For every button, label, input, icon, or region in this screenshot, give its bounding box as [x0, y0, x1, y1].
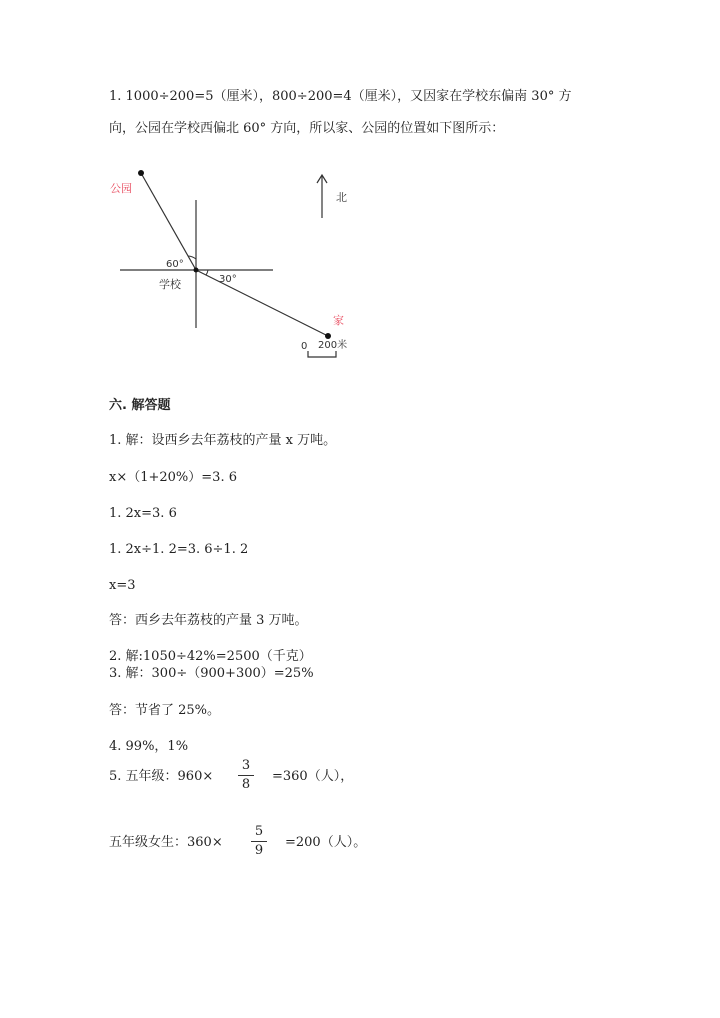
q1-line-5: x=3 [109, 578, 136, 593]
angle-30-label: 30° [219, 274, 237, 285]
q6-fraction-denominator: 9 [254, 843, 264, 858]
q1-line-4: 1. 2x÷1. 2=3. 6÷1. 2 [109, 542, 249, 557]
angle-60-label: 60° [166, 259, 184, 270]
scale-value: 200米 [318, 340, 348, 351]
park-line [141, 173, 196, 270]
park-point [138, 170, 144, 176]
school-point [194, 268, 199, 273]
q1-line-2: x×（1+20%）=3. 6 [109, 470, 237, 485]
q6-prefix: 五年级女生：360× [109, 835, 223, 850]
q1-line-6: 答：西乡去年荔枝的产量 3 万吨。 [109, 613, 308, 628]
q1-line-3: 1. 2x=3. 6 [109, 506, 177, 521]
q5-fraction-denominator: 8 [241, 777, 251, 792]
q5-fraction-numerator: 3 [241, 758, 251, 773]
q2-answer: 2. 解:1050÷42%=2500（千克） [109, 649, 312, 664]
park-label: 公园 [110, 182, 132, 195]
q5-fraction [238, 758, 254, 793]
q6-fraction [251, 824, 267, 859]
q6-suffix: =200（人）。 [285, 835, 367, 850]
q6-fraction-bar [251, 841, 267, 842]
q6-fraction-numerator: 5 [254, 824, 264, 839]
north-label: 北 [336, 191, 347, 204]
q5-prefix: 5. 五年级：960× [109, 769, 214, 784]
angle-30-arc [206, 270, 208, 275]
home-point [325, 333, 331, 339]
home-label: 家 [333, 314, 344, 327]
direction-diagram [100, 160, 370, 370]
q5-fraction-bar [238, 775, 254, 776]
home-line [196, 270, 328, 336]
scale-bar [308, 351, 336, 357]
section-title: 六. 解答题 [109, 398, 171, 413]
school-label: 学校 [159, 278, 181, 291]
q1-line-1: 1. 解：设西乡去年荔枝的产量 x 万吨。 [109, 433, 337, 448]
q5-suffix: =360（人）， [272, 769, 354, 784]
q4-answer: 4. 99%，1% [109, 739, 189, 754]
intro-line-2: 向，公园在学校西偏北 60° 方向，所以家、公园的位置如下图所示： [109, 121, 505, 136]
scale-zero: 0 [301, 341, 308, 352]
intro-line-1: 1. 1000÷200=5（厘米），800÷200=4（厘米），又因家在学校东偏南 30° 方 [109, 89, 572, 104]
q3-line-1: 3. 解：300÷（900+300）=25% [109, 666, 314, 681]
q3-line-2: 答：节省了 25%。 [109, 703, 221, 718]
